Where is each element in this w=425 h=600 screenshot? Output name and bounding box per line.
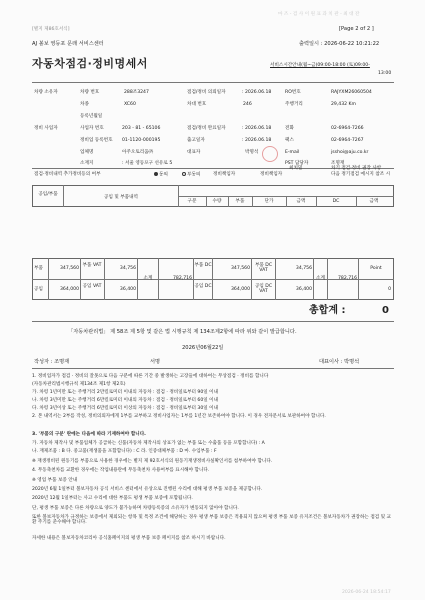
- note-line: 2020년 12월 1일부터는 사고 수리에 대한 부품도 평생 부품 보증에 포함됩니다.: [32, 496, 193, 501]
- subtotal2-value: 782,716: [338, 276, 357, 281]
- labor-vat-label: 공임 VAT: [82, 284, 102, 289]
- part-vat-label: 부품 VAT: [82, 263, 102, 268]
- part-vat: 34,756: [119, 266, 136, 271]
- header-desc: 공임 및 부품내역: [104, 195, 138, 200]
- header-dc: DC: [332, 199, 340, 204]
- header-amount: 금액: [296, 199, 306, 204]
- out-label: 출고일자: [187, 138, 205, 143]
- notes-top-rule: [32, 368, 394, 369]
- agree-radio[interactable]: [154, 172, 158, 176]
- col-divider: [286, 196, 287, 207]
- note-line: 나. 차령 3년미만 또는 주행거리 6만킬로미터 이내의 자동차 : 점검 · 정비일로부터 60일 이내: [32, 398, 219, 403]
- ro-label: RO번호: [285, 90, 301, 95]
- addr-label: 소재지: [80, 161, 94, 166]
- biz-no-value: 203 - 81 - 65106: [122, 126, 161, 131]
- note-line: 1. 정비업자가 점검 · 정비의 잘못으로 다음 구분에 따른 기간 중 발생하는 고장들에 대하여는 무상점검 · 정비를 합니다: [32, 374, 269, 379]
- reg-no-label: 차량 번호: [80, 90, 100, 95]
- note-line: 가. 차령 1년미만 또는 주행거리 2만킬로미터 이내의 자동차 : 점검 · 정비일로부터 90일 이내: [32, 390, 219, 395]
- sum-divider: [48, 258, 49, 300]
- legal-statement: 「자동차관리법」 제 58조 제 5항 및 같은 법 시행규칙 제 134조제2항에 따라 위와 같이 발급합니다.: [68, 329, 297, 335]
- complete-value: : 2026.06.18: [242, 126, 272, 131]
- issue-date: 2026년06월22일: [182, 345, 224, 351]
- point-value: 0: [388, 287, 391, 292]
- labor-dc-amount: 364,000: [231, 287, 250, 292]
- part-label: 부품: [34, 266, 43, 271]
- company-name: AJ 볼보 영등포 문래 서비스센터: [32, 41, 104, 47]
- note-line: 가. 자동차 제작사 및 부품업체가 공급하는 신품(자동차 제작사의 상표가 없는 부품 또는 수출품 등을 포함합니다) : A: [32, 441, 265, 446]
- email-value: jsshoi@aju.co.kr: [331, 150, 369, 155]
- header-total: 금액: [369, 199, 379, 204]
- ro-value: RAJYXM26060504: [331, 90, 372, 95]
- part-dc-vat: 34,756: [295, 266, 312, 271]
- point-label: Point: [370, 266, 382, 271]
- note-line: (자동차관리법시행규칙 제134조 제1항 제2호): [32, 382, 126, 387]
- out-value: : 2026.06.18: [242, 138, 272, 143]
- subtotal-label: 소계: [143, 276, 153, 281]
- mech-value: 최치밀: [289, 166, 303, 171]
- col-divider: [252, 196, 253, 207]
- tel-label: 전화: [285, 126, 294, 131]
- rep-label: 대표자: [187, 150, 201, 155]
- pst-value: 조명재: [331, 161, 345, 166]
- recv-date-value: : 2026.06.18: [242, 90, 272, 95]
- labor-amount: 364,000: [60, 287, 79, 292]
- part-amount: 347,560: [60, 266, 79, 271]
- reg-no-value: 288조3247: [124, 90, 149, 95]
- col-divider: [228, 196, 229, 207]
- note-line: ※ 영업 부품 보증 안내: [32, 478, 78, 483]
- col-divider: [316, 196, 317, 207]
- note-line: 단, 평생 부품 보증은 다른 차량으로 양도가 불가능하며 차량등록증의 소유자가 변동되지 않아야 합니다.: [32, 506, 239, 511]
- shop-name-label: 업체명: [80, 150, 94, 155]
- lic-label: 정비업 등록번호: [80, 138, 113, 143]
- statement-top-rule: [32, 321, 394, 322]
- footer-timestamp: 2026-06-24 18:54:17: [342, 590, 391, 595]
- next-value: 다음 정기점검 예시지 참조 시: [331, 172, 391, 177]
- note-line: 나. 재제조품 : B 다. 중고품(재생품을 포함합니다) : C 라. 인증대체부품 : D 마. 수입부품 : F: [32, 449, 217, 454]
- recv-date-label: 점검/정비 의뢰일자: [187, 90, 226, 95]
- rep-value: 박명석: [245, 150, 259, 155]
- reg-date-label: 등록년월일: [80, 114, 103, 119]
- col-divider: [206, 196, 207, 207]
- consent-agree-option[interactable]: [154, 172, 168, 178]
- subtotal2-label: 소계: [316, 276, 325, 281]
- vin-label: 차대 번호: [187, 102, 207, 107]
- subtotal-value: 782,716: [173, 276, 192, 281]
- vin-short: 246: [243, 102, 252, 107]
- biz-no-label: 사업자 번호: [80, 126, 104, 131]
- consent-disagree-option[interactable]: [182, 172, 200, 178]
- sum-divider: [275, 258, 276, 300]
- labor-dc-vat-label: 공임 DC VAT: [254, 284, 273, 295]
- note-line: 자세한 내용은 볼보자동차코리아 공식홈페이지의 평생 부품 보증 페이지를 참조 하시기 바랍니다.: [32, 536, 226, 541]
- part-dc-amount: 347,560: [231, 266, 250, 271]
- agree-label: 동의: [159, 172, 168, 178]
- next-label: 차기 점검·정비 권장 사항: [331, 166, 382, 171]
- consent-label: 점검·정비내역 추가정비등의 여부: [34, 172, 101, 177]
- mileage-value: 29,432 Km: [331, 102, 357, 107]
- header-unit-price: 단가: [264, 199, 274, 204]
- service-hours-line1: 서비스시간안내(월~금)09:00-18:00 (토)09:00-: [270, 63, 370, 68]
- labor-vat: 36,400: [119, 287, 136, 292]
- shop-name-value: 아주오토리움㈜: [122, 150, 154, 155]
- model-value: XC60: [124, 102, 136, 107]
- sum-divider: [104, 258, 105, 300]
- note-line: 2020년 6월 1일부터 볼보자동차 공식 서비스 센터에서 유상으로 진행된 수리에 대해 평생 부품 보증을 제공합니다.: [32, 487, 263, 492]
- grand-total-label: 총합계 :: [309, 305, 346, 316]
- mech-label: 정비책임자: [260, 172, 283, 177]
- consent-mech-label: 정비책임자: [213, 172, 236, 177]
- part-dc-vat-label: 부품 DC VAT: [254, 263, 273, 274]
- complete-label: 점검/정비 완료일자: [187, 126, 226, 131]
- tel-value: 02-6964-7266: [331, 126, 364, 131]
- mileage-label: 주행거리: [285, 102, 303, 107]
- page-indicator: [Page 2 of 2 ]: [339, 26, 374, 32]
- writer: 작성자 : 조명재: [34, 359, 70, 365]
- header-part-type: 공임/부품: [38, 192, 58, 197]
- note-line: ※ 재생정비된 원동기를 부품으로 사용한 경우에는 별지 제 92호서식의 원동기재생정비사실확인서를 첨부하여야 합니다.: [32, 459, 273, 464]
- disagree-label: 부동의: [187, 172, 201, 178]
- model-label: 차종: [80, 102, 89, 107]
- pst-label: PST 담당자: [285, 161, 309, 166]
- writer-signature: 서명: [150, 359, 161, 365]
- form-number: [별지 제86호서식]: [32, 27, 70, 32]
- labor-dc-vat: 36,400: [295, 287, 312, 292]
- header-qty: 수량: [212, 199, 222, 204]
- note-line: 또한 볼보자동차가 규정하는 보증에서 제외되는 항목 및 특정 조건에 해당하는 경우 평생 부품 보증은 적용되지 않으며 평생 부품 보증 유지조건은 볼보자동차가 권장하는 점검 및 교환 주기를 준수해야 합니다.: [32, 515, 391, 526]
- grand-total-value: 0: [382, 305, 389, 316]
- info-top-rule: [32, 82, 394, 83]
- email-label: E-mail: [285, 150, 300, 155]
- col-divider: [356, 196, 357, 207]
- note-line: 2. 본 내역서는 2부를 작성, 정비의뢰자에게 1부를 교부하고 정비사업자는 1부를 1년간 보존하여야 합니다. 이 경우 전자문서로 보관하여야 합니다.: [32, 414, 326, 419]
- addr-value: : 서울 영등포구 선유로 5: [122, 161, 173, 166]
- watermark-text: 마 즈 - 검 사 이 원 표 과 치 관 - 최 대 잔: [278, 12, 360, 17]
- note-line: 4. 무동축천차를 교환한 경우에는 작업내용란에 무동축천차 사용여부를 표시해야 합니다.: [32, 468, 210, 473]
- part-dc-label: 부품 DC: [194, 263, 212, 268]
- fax-value: 02-6964-7267: [331, 138, 364, 143]
- header-kind: 구분: [187, 199, 197, 204]
- fax-label: 팩스: [285, 138, 294, 143]
- company-seal: [262, 146, 278, 162]
- lic-value: 01-1120-000195: [122, 138, 161, 143]
- owner-label: 차량 소유자: [34, 90, 58, 95]
- service-hours-line2: 13:00: [378, 71, 392, 76]
- ceo: 대표이사 : 박명석: [319, 359, 360, 365]
- note-line: 3. '부품의 구분' 란에는 다음에 따라 기재하여야 합니다.: [32, 432, 146, 437]
- shop-label: 정비 사업자: [34, 126, 58, 131]
- labor-label: 공임: [34, 287, 43, 292]
- note-line: 다. 차령 3년이상 또는 주행거리 6만킬로미터 이상의 자동차 : 점검 · 정비일로부터 30일 이내: [32, 406, 219, 411]
- document-title: 자동차점검·정비명세서: [32, 57, 148, 70]
- sum-divider: [358, 258, 359, 300]
- labor-dc-label: 공임 DC: [194, 284, 212, 289]
- header-part: 부품: [235, 199, 245, 204]
- disagree-radio[interactable]: [182, 172, 186, 176]
- printed-at: 출력일시 : 2026-06-22 10:21:22: [299, 41, 380, 47]
- sum-divider: [212, 258, 213, 300]
